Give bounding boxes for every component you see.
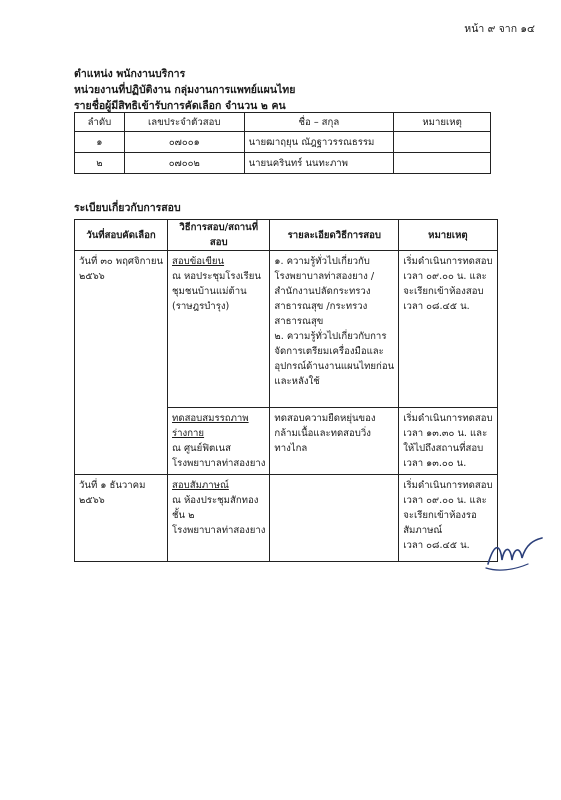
table-row (75, 132, 491, 153)
note-line: เริ่มดำเนินการทดสอบ (403, 256, 493, 267)
place-line: ณ ศูนย์ฟิตเนส (172, 443, 231, 454)
candidates-table (74, 112, 491, 174)
note-line: เวลา ๑๓.๓๐ น. และ (403, 428, 488, 439)
cell-order: ๒ (75, 153, 125, 174)
cell-order: ๑ (75, 132, 125, 153)
detail-line: และหลังใช้ (274, 376, 320, 387)
detail-line: อุปกรณ์ด้านงานแผนไทยก่อน (274, 361, 395, 372)
col-header-date: วันที่สอบคัดเลือก (75, 220, 168, 251)
place-line: ชุมชนบ้านแม่ต้าน (172, 286, 247, 297)
note-line: จะเรียกเข้าห้องรอ (403, 510, 477, 521)
date-line: วันที่ ๑ ธันวาคม (79, 480, 146, 491)
table-header-row (75, 113, 491, 132)
note-line: เริ่มดำเนินการทดสอบ (403, 480, 493, 491)
cell-name: นายนครินทร์ นนทะภาพ (244, 153, 394, 174)
cell-details (270, 475, 399, 562)
cell-method (168, 475, 270, 562)
cell-exam-id: ๐๗๐๐๒ (124, 153, 244, 174)
detail-line: ทดสอบความยืดหยุ่นของ (274, 413, 376, 424)
detail-line: สาธารณสุข (274, 316, 324, 327)
detail-line: ๑. ความรู้ทั่วไปเกี่ยวกับ (274, 256, 370, 267)
cell-note (399, 251, 497, 408)
note-line: เวลา ๑๓.๐๐ น. (403, 458, 467, 469)
note-line: ให้ไปถึงสถานที่สอบ (403, 443, 484, 454)
section-title: ระเบียบเกี่ยวกับการสอบ (74, 202, 181, 214)
detail-line: ๒. ความรู้ทั่วไปเกี่ยวกับการ (274, 331, 387, 342)
note-line: เริ่มดำเนินการทดสอบ (403, 413, 493, 424)
note-line: เวลา ๐๘.๔๕ น. (403, 301, 470, 312)
note-line: เวลา ๐๘.๔๕ น. (403, 540, 470, 551)
note-line: จะเรียกเข้าห้องสอบ (403, 286, 484, 297)
table-header-row (75, 220, 498, 251)
table-row (75, 153, 491, 174)
candidate-list-title: รายชื่อผู้มีสิทธิเข้ารับการคัดเลือก จำนวน ๒ คน (74, 100, 286, 112)
place-line: ชั้น ๒ (172, 510, 195, 521)
cell-details (270, 408, 399, 475)
date-line: วันที่ ๓๐ พฤศจิกายน (79, 256, 164, 267)
detail-line: สาธารณสุข /กระทรวง (274, 301, 368, 312)
table-row (75, 251, 498, 408)
col-header-method: วิธีการสอบ/สถานที่สอบ (168, 220, 270, 251)
note-line: เวลา ๐๙.๐๐ น. และ (403, 495, 487, 506)
signature-mark (484, 534, 546, 574)
cell-note (399, 475, 497, 562)
cell-method (168, 408, 270, 475)
date-line: ๒๕๖๖ (79, 271, 105, 282)
col-header-note: หมายเหตุ (394, 113, 491, 132)
cell-note (399, 408, 497, 475)
place-line: ณ หอประชุมโรงเรียน (172, 271, 261, 282)
table-row (75, 475, 498, 562)
cell-note (394, 132, 491, 153)
col-header-note: หมายเหตุ (399, 220, 497, 251)
detail-line: สำนักงานปลัดกระทรวง (274, 286, 371, 297)
detail-line: จัดการเตรียมเครื่องมือและ (274, 346, 384, 357)
cell-method (168, 251, 270, 408)
place-line: (ราษฎรบำรุง) (172, 301, 230, 312)
col-header-order: ลำดับ (75, 113, 125, 132)
cell-note (394, 153, 491, 174)
place-line: ณ ห้องประชุมสักทอง (172, 495, 259, 506)
detail-line: ทางไกล (274, 443, 308, 454)
schedule-table (74, 219, 498, 562)
place-line: โรงพยาบาลท่าสองยาง (172, 525, 266, 536)
col-header-details: รายละเอียดวิธีการสอบ (270, 220, 399, 251)
cell-details (270, 251, 399, 408)
method-label: ทดสอบสมรรถภาพ (172, 413, 249, 424)
position-title: ตำแหน่ง พนักงานบริการ (74, 68, 186, 80)
page-number: หน้า ๙ จาก ๑๔ (464, 23, 535, 35)
cell-name: นายฒาฤยุน ณัฎฐาวรรณธรรม (244, 132, 394, 153)
method-label: สอบข้อเขียน (172, 256, 225, 267)
detail-line: โรงพยาบาลท่าสองยาง / (274, 271, 375, 282)
note-line: เวลา ๐๙.๐๐ น. และ (403, 271, 487, 282)
place-line: โรงพยาบาลท่าสองยาง (172, 458, 266, 469)
cell-date (75, 475, 168, 562)
col-header-name: ชื่อ – สกุล (244, 113, 394, 132)
unit-title: หน่วยงานที่ปฏิบัติงาน กลุ่มงานการแพทย์แผนไทย (74, 84, 296, 96)
detail-line: กล้ามเนื้อและทดสอบวิ่ง (274, 428, 371, 439)
note-line: สัมภาษณ์ (403, 525, 443, 536)
method-label: ร่างกาย (172, 428, 205, 439)
cell-exam-id: ๐๗๐๐๑ (124, 132, 244, 153)
cell-date (75, 251, 168, 475)
col-header-exam-id: เลขประจำตัวสอบ (124, 113, 244, 132)
method-label: สอบสัมภาษณ์ (172, 480, 229, 491)
date-line: ๒๕๖๖ (79, 495, 105, 506)
